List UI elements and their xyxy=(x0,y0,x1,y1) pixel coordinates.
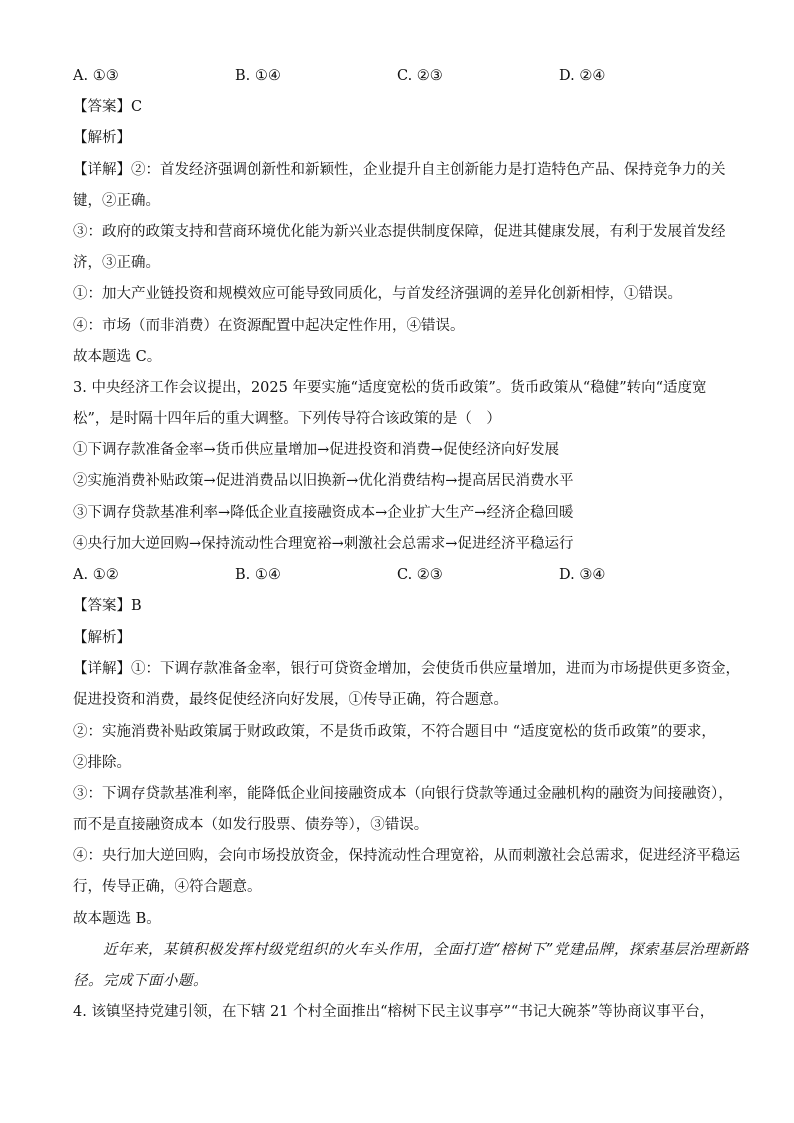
q3-detail-line: ③：下调存贷款基准利率，能降低企业间接融资成本（向银行贷款等通过金融机构的融资为间接融资）， xyxy=(73,786,733,802)
q3-item: ①下调存款准备金率→货币供应量增加→促进投资和消费→促使经济向好发展 xyxy=(73,442,559,458)
q3-analysis-label: 【解析】 xyxy=(73,630,131,646)
option-d: D. ②④ xyxy=(559,68,606,84)
q3-detail-line: 行，传导正确，④符合题意。 xyxy=(73,879,262,895)
option-b: B. ①④ xyxy=(235,567,281,583)
q2-detail-line: ①：加大产业链投资和规模效应可能导致同质化，与首发经济强调的差异化创新相悖，①错误。 xyxy=(73,286,682,302)
q3-item: ④央行加大逆回购→保持流动性合理宽裕→刺激社会总需求→促进经济平稳运行 xyxy=(73,536,574,552)
q3-item: ③下调存贷款基准利率→降低企业直接融资成本→企业扩大生产→经济企稳回暖 xyxy=(73,505,574,521)
option-a: A. ①③ xyxy=(73,68,119,84)
q3-detail-line: ②排除。 xyxy=(73,755,131,771)
q2-detail-line: ③：政府的政策支持和营商环境优化能为新兴业态提供制度保障，促进其健康发展，有利于发展首发经 xyxy=(73,224,726,240)
q2-answer: 【答案】C xyxy=(73,99,143,115)
q2-options xyxy=(73,66,733,86)
q3-conclusion: 故本题选 B。 xyxy=(73,911,161,927)
option-d: D. ③④ xyxy=(559,567,606,583)
q2-detail-line: 键，②正确。 xyxy=(73,193,160,209)
q3-stem-line: 松”，是时隔十四年后的重大调整。下列传导符合该政策的是（ ） xyxy=(73,411,501,427)
q3-detail-line: 而不是直接融资成本（如发行股票、债券等），③错误。 xyxy=(73,817,429,833)
q3-stem-line: 3. 中央经济工作会议提出，2025 年要实施“适度宽松的货币政策”。货币政策从“稳健”转向“适度宽 xyxy=(73,380,707,396)
option-a: A. ①② xyxy=(73,567,119,583)
q2-conclusion: 故本题选 C。 xyxy=(73,349,162,365)
material-line: 近年来，某镇积极发挥村级党组织的火车头作用，全面打造“榕树下”党建品牌，探索基层治理新路 xyxy=(73,942,749,958)
material-line: 径。完成下面小题。 xyxy=(73,973,208,989)
option-b: B. ①④ xyxy=(235,68,281,84)
q3-detail-line: 【详解】①：下调存款准备金率，银行可贷资金增加，会使货币供应量增加，进而为市场提供更多资金， xyxy=(73,661,740,677)
q3-answer: 【答案】B xyxy=(73,598,142,614)
q3-detail-line: 促进投资和消费，最终促使经济向好发展，①传导正确，符合题意。 xyxy=(73,692,508,708)
q3-detail-line: ④：央行加大逆回购，会向市场投放资金，保持流动性合理宽裕，从而刺激社会总需求，促进经济平稳运 xyxy=(73,848,740,864)
q3-detail-line: ②：实施消费补贴政策属于财政政策，不是货币政策，不符合题目中 “适度宽松的货币政策”的要求， xyxy=(73,724,716,740)
q2-detail-line: 济，③正确。 xyxy=(73,255,160,271)
q2-detail-line: 【详解】②：首发经济强调创新性和新颖性，企业提升自主创新能力是打造特色产品、保持竞争力的关 xyxy=(73,162,726,178)
option-c: C. ②③ xyxy=(397,567,443,583)
q3-options xyxy=(73,565,733,585)
q2-detail-line: ④：市场（而非消费）在资源配置中起决定性作用，④错误。 xyxy=(73,318,465,334)
q4-stem: 4. 该镇坚持党建引领，在下辖 21 个村全面推出“榕树下民主议事亭”“书记大碗茶”等协商议事平台， xyxy=(73,1004,715,1020)
option-c: C. ②③ xyxy=(397,68,443,84)
q2-analysis-label: 【解析】 xyxy=(73,130,131,146)
q3-item: ②实施消费补贴政策→促进消费品以旧换新→优化消费结构→提高居民消费水平 xyxy=(73,473,574,489)
